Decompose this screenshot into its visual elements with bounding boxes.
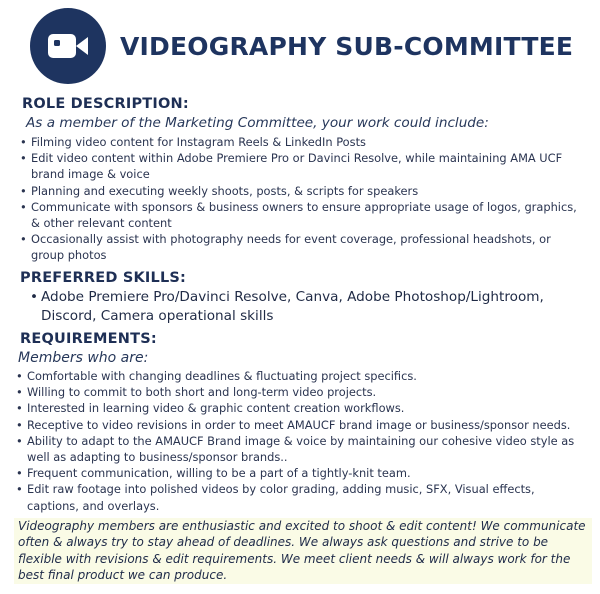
list-item: • Interested in learning video & graphic content creation workflows. [16, 400, 588, 416]
role-heading: ROLE DESCRIPTION: [22, 96, 189, 112]
list-item: • Edit raw footage into polished videos by color grading, adding music, SFX, Visual effects, captions, and overlays. [16, 481, 588, 513]
video-camera-icon [46, 31, 90, 61]
list-item: • Willing to commit to both short and long-term video projects. [16, 384, 588, 400]
list-item: • Ability to adapt to the AMAUCF Brand image & voice by maintaining our cohesive video style as well as adapting to business/sponsor brands.. [16, 433, 588, 465]
skills-list [30, 288, 575, 326]
requirements-heading: REQUIREMENTS: [20, 331, 157, 347]
list-item: • Adobe Premiere Pro/Davinci Resolve, Canva, Adobe Photoshop/Lightroom, Discord, Camera operational skills [30, 288, 575, 326]
requirements-intro: Members who are: [18, 350, 149, 366]
role-intro: As a member of the Marketing Committee, your work could include: [26, 115, 489, 131]
header [30, 8, 573, 84]
list-item: • Occasionally assist with photography needs for event coverage, professional headshots, or group photos [20, 231, 580, 263]
list-item: • Planning and executing weekly shoots, posts, & scripts for speakers [20, 183, 580, 199]
skills-heading: PREFERRED SKILLS: [20, 270, 187, 286]
list-item: • Filming video content for Instagram Reels & LinkedIn Posts [20, 134, 580, 150]
list-item: • Frequent communication, willing to be a part of a tightly-knit team. [16, 465, 588, 481]
role-list [20, 134, 580, 264]
requirements-list [16, 368, 588, 514]
list-item: • Receptive to video revisions in order to meet AMAUCF brand image or business/sponsor needs. [16, 417, 588, 433]
list-item: • Edit video content within Adobe Premiere Pro or Davinci Resolve, while maintaining AMA UCF brand image & voice [20, 150, 580, 182]
logo-badge [30, 8, 106, 84]
page-title: VIDEOGRAPHY SUB-COMMITTEE [120, 31, 574, 61]
list-item: • Comfortable with changing deadlines & fluctuating project specifics. [16, 368, 588, 384]
closing-statement: Videography members are enthusiastic and excited to shoot & edit content! We communicate often & always try to stay ahead of deadlines. We always ask questions and strive to be flexible with revisions & edit requirements. We meet client needs & will always work for the best final product we can produce. [14, 518, 592, 584]
list-item: • Communicate with sponsors & business owners to ensure appropriate usage of logos, graphics, & other relevant content [20, 199, 580, 231]
